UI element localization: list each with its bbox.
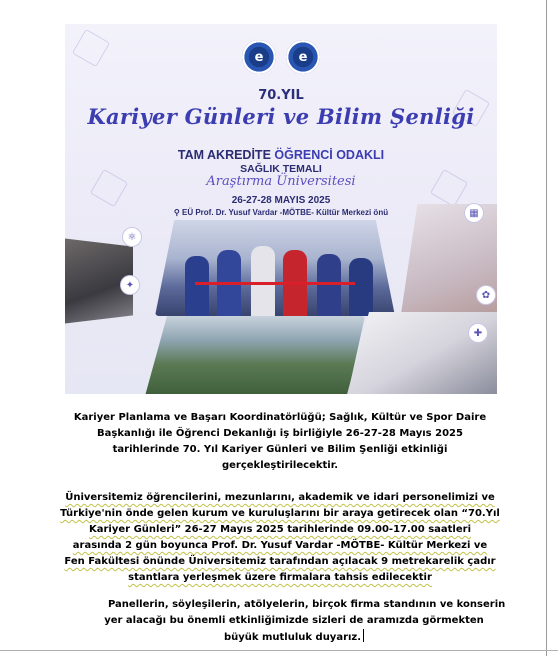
- photo-person: [317, 254, 341, 316]
- poster-anniversary: 70.YIL: [258, 88, 304, 103]
- paragraph-line-last: [96, 629, 492, 646]
- poster-tagline-line2: SAĞLIK TEMALI: [240, 163, 322, 175]
- logo-letter: e: [254, 49, 264, 65]
- university-logos: [65, 40, 497, 74]
- paragraph-line: Panellerin, söyleşilerin, atölyelerin, birçok firma standının ve konserin: [108, 599, 506, 610]
- paragraph-line: arasında 2 gün boyunca Prof. Dr. Yusuf Vardar -MÖTBE- Kültür Merkezi ve: [72, 540, 488, 551]
- page-edge-right: [546, 0, 547, 656]
- text-cursor: [363, 629, 364, 642]
- page-edge-bottom: [0, 650, 558, 651]
- photo-campus-aerial: [145, 316, 365, 394]
- photo-person: [349, 258, 373, 316]
- logo-letter: e: [298, 49, 308, 65]
- poster-venue-text: EÜ Prof. Dr. Yusuf Vardar -MÖTBE- Kültür Merkezi önü: [181, 208, 389, 217]
- poster-tagline: [65, 148, 497, 162]
- paragraph-line: Üniversitemiz öğrencilerini, mezunlarını, akademik ve idari personelimizi ve: [65, 492, 495, 503]
- paragraph-invitation[interactable]: [96, 597, 506, 646]
- paragraph-line: stantlara yerleşmek üzere firmalara tahsis edilecektir: [128, 572, 432, 583]
- brain-icon: ✿: [477, 286, 495, 304]
- event-poster-image[interactable]: [65, 24, 497, 394]
- tagline-accent: ÖĞRENCİ ODAKLI: [274, 148, 385, 162]
- network-icon: ✦: [121, 276, 139, 294]
- location-pin-icon: ⚲: [173, 208, 182, 217]
- chart-icon: ▦: [465, 204, 483, 222]
- university-logo: [286, 40, 320, 74]
- paragraph-announcement[interactable]: Kariyer Planlama ve Başarı Koordinatörlüğü; Sağlık, Kültür ve Spor Daire Başkanlığı ile Öğrenci Dekanlığı iş birliğiyle 26-27-28 Mayıs 2025 tarihlerinde 70. Yıl Kariyer Günleri ve Bilim Şenliği etkinliği gerçekleştirilecektir.: [73, 412, 487, 471]
- poster-event-title: Kariyer Günleri ve Bilim Şenliği: [87, 104, 475, 129]
- photo-person: [251, 246, 275, 316]
- paragraph-line: Türkiye'nin önde gelen kurum ve kuruluşlarını bir araya getirecek olan “70.Yıl: [60, 508, 500, 519]
- university-logo: [242, 40, 276, 74]
- medical-icon: ✚: [469, 324, 487, 342]
- molecule-icon: ⚛: [123, 228, 141, 246]
- poster-tagline-line3: Araştırma Üniversitesi: [206, 174, 356, 189]
- photo-ribbon-cutting: [155, 220, 395, 316]
- paragraph-line: Fen Fakültesi önünde Üniversitemiz tarafından açılacak 9 metrekarelik çadır: [64, 556, 496, 567]
- poster-dates: 26-27-28 MAYIS 2025: [231, 195, 331, 206]
- paragraph-line: Kariyer Günleri” 26-27 Mayıs 2025 tarihlerinde 09.00-17.00 saatleri: [89, 524, 471, 535]
- photo-person: [185, 256, 209, 316]
- tagline-prefix: TAM AKREDİTE: [177, 148, 275, 162]
- paragraph-line-text: büyük mutluluk duyarız.: [223, 632, 362, 643]
- paragraph-line: yer alacağı bu önemli etkinliğimizde sizleri de aramızda görmekten: [104, 615, 484, 626]
- photo-ribbon: [195, 282, 355, 285]
- paragraph-details[interactable]: [60, 490, 500, 586]
